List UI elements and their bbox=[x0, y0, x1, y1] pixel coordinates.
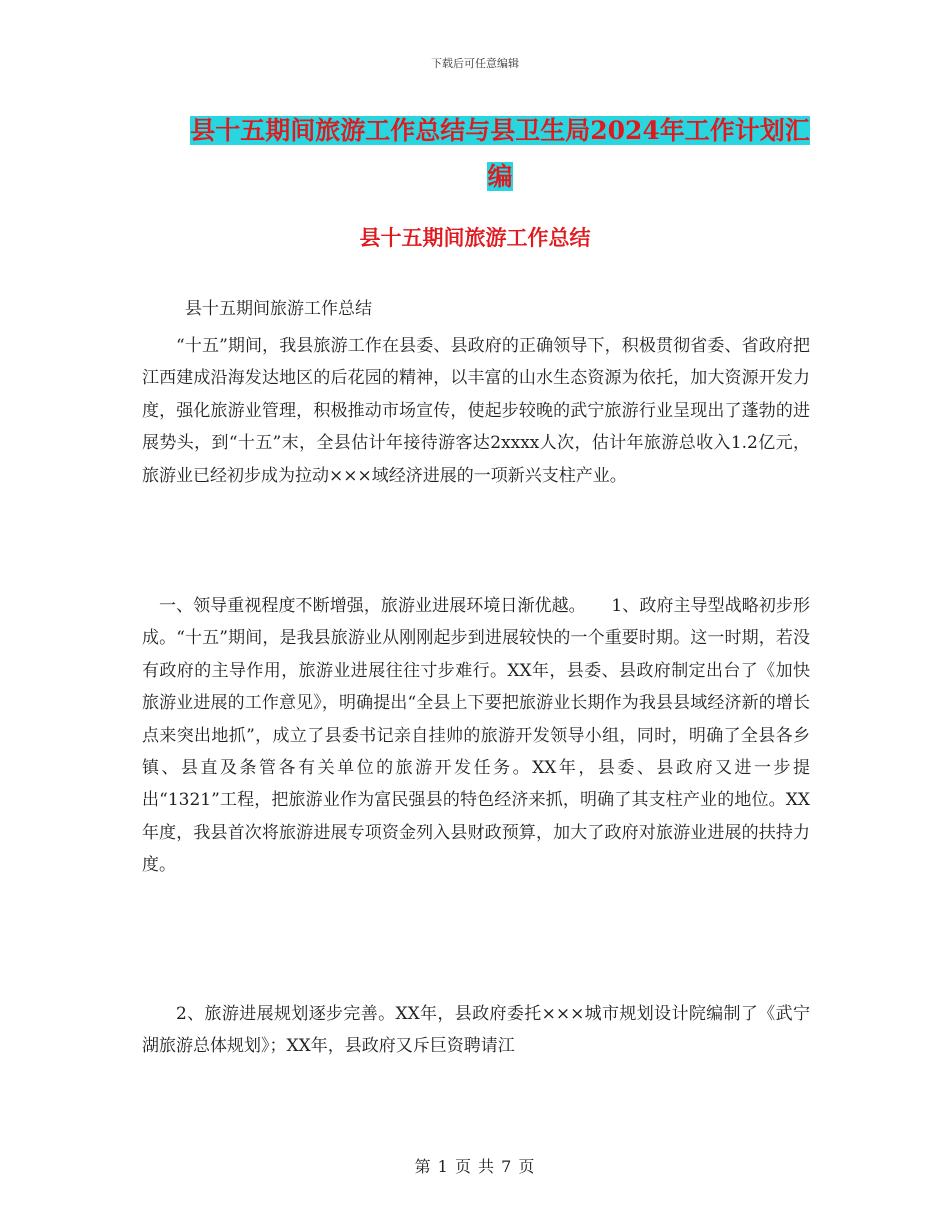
body-paragraph: 一、领导重视程度不断增强，旅游业进展环境日渐优越。 1、政府主导型战略初步形成。“十五”期间，是我县旅游业从刚刚起步到进展较快的一个重要时期。这一时期，若没有政府的主导作用，旅游业进展往往寸步难行。XX年，县委、县政府制定出台了《加快旅游业进展的工作意见》，明确提出“全县上下要把旅游业长期作为我县县域经济新的增长点来突出地抓”，成立了县委书记亲自挂帅的旅游开发领导小组，同时，明确了全县各乡镇、县直及条管各有关单位的旅游开发任务。XX年，县委、县政府又进一步提出“1321”工程，把旅游业作为富民强县的特色经济来抓，明确了其支柱产业的地位。XX年度，我县首次将旅游进展专项资金列入县财政预算，加大了政府对旅游业进展的扶持力度。 bbox=[142, 596, 810, 876]
body-paragraph-1-block bbox=[142, 330, 810, 492]
body-paragraph: 2、旅游进展规划逐步完善。XX年，县政府委托×××城市规划设计院编制了《武宁湖旅游总体规划》；XX年，县政府又斥巨资聘请江 bbox=[142, 1004, 810, 1057]
section-title: 县十五期间旅游工作总结 bbox=[359, 225, 591, 250]
page-footer: 第 1 页 共 7 页 bbox=[414, 1157, 536, 1176]
section-subtitle: 县十五期间旅游工作总结 bbox=[185, 299, 372, 319]
body-paragraph-2-block bbox=[142, 590, 810, 882]
body-paragraph: “十五”期间，我县旅游工作在县委、县政府的正确领导下，积极贯彻省委、省政府把江西建成沿海发达地区的后花园的精神，以丰富的山水生态资源为依托，加大资源开发力度，强化旅游业管理，积极推动市场宣传，使起步较晚的武宁旅游行业呈现出了蓬勃的进展势头，到“十五”末，全县估计年接待游客达2xxxx人次，估计年旅游总收入1.2亿元，旅游业已经初步成为拉动×××域经济进展的一项新兴支柱产业。 bbox=[142, 336, 810, 486]
document-title-text: 县十五期间旅游工作总结与县卫生局2024年工作计划汇编 bbox=[190, 116, 810, 191]
body-paragraph-3-block bbox=[142, 998, 810, 1063]
document-title bbox=[190, 108, 810, 200]
header-note: 下载后可任意编辑 bbox=[431, 57, 519, 70]
